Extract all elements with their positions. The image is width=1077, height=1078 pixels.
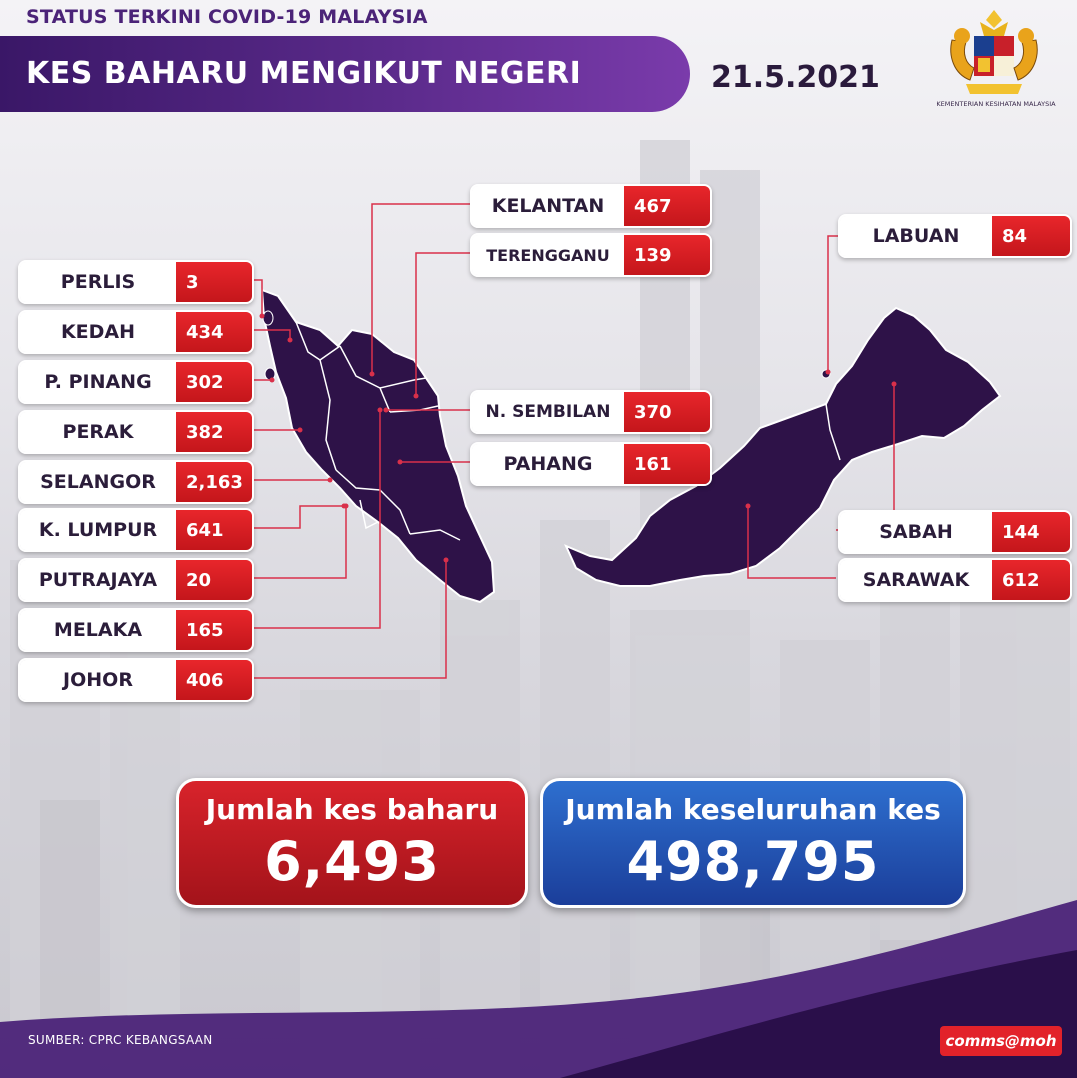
new-cases-total-box bbox=[176, 778, 528, 908]
state-name: N. SEMBILAN bbox=[472, 392, 624, 432]
state-case-count: 20 bbox=[176, 560, 252, 600]
new-cases-value: 6,493 bbox=[264, 830, 440, 893]
state-label-sabah bbox=[838, 510, 1072, 554]
cumulative-cases-total-box bbox=[540, 778, 966, 908]
state-label-terengganu bbox=[470, 233, 712, 277]
state-case-count: 144 bbox=[992, 512, 1070, 552]
state-name: PUTRAJAYA bbox=[20, 560, 176, 600]
state-label-sarawak bbox=[838, 558, 1072, 602]
state-case-count: 161 bbox=[624, 444, 710, 484]
state-label-perak bbox=[18, 410, 254, 454]
state-case-count: 406 bbox=[176, 660, 252, 700]
state-name: SELANGOR bbox=[20, 462, 176, 502]
report-date: 21.5.2021 bbox=[711, 60, 880, 95]
state-label-pahang bbox=[470, 442, 712, 486]
state-label-klumpur bbox=[18, 508, 254, 552]
state-case-count: 302 bbox=[176, 362, 252, 402]
cumulative-cases-label: Jumlah keseluruhan kes bbox=[565, 793, 941, 826]
header-subtitle: STATUS TERKINI COVID-19 MALAYSIA bbox=[26, 6, 428, 28]
ministry-name: KEMENTERIAN KESIHATAN MALAYSIA bbox=[936, 100, 1056, 108]
state-case-count: 2,163 bbox=[176, 462, 252, 502]
state-name: LABUAN bbox=[840, 216, 992, 256]
state-name: MELAKA bbox=[20, 610, 176, 650]
state-case-count: 84 bbox=[992, 216, 1070, 256]
state-name: PAHANG bbox=[472, 444, 624, 484]
state-label-melaka bbox=[18, 608, 254, 652]
state-case-count: 641 bbox=[176, 510, 252, 550]
cumulative-cases-value: 498,795 bbox=[626, 830, 880, 893]
state-case-count: 165 bbox=[176, 610, 252, 650]
state-case-count: 139 bbox=[624, 235, 710, 275]
comms-moh-badge: comms@moh bbox=[940, 1026, 1062, 1056]
state-case-count: 370 bbox=[624, 392, 710, 432]
state-name: SABAH bbox=[840, 512, 992, 552]
coat-of-arms-logo bbox=[940, 6, 1048, 104]
state-name: JOHOR bbox=[20, 660, 176, 700]
state-case-count: 467 bbox=[624, 186, 710, 226]
state-label-johor bbox=[18, 658, 254, 702]
state-name: TERENGGANU bbox=[472, 235, 624, 275]
state-label-labuan bbox=[838, 214, 1072, 258]
state-label-selangor bbox=[18, 460, 254, 504]
state-label-kelantan bbox=[470, 184, 712, 228]
state-name: PERLIS bbox=[20, 262, 176, 302]
state-label-pinang bbox=[18, 360, 254, 404]
state-name: KEDAH bbox=[20, 312, 176, 352]
state-name: PERAK bbox=[20, 412, 176, 452]
state-label-putrajaya bbox=[18, 558, 254, 602]
source-note: SUMBER: CPRC KEBANGSAAN bbox=[28, 1033, 213, 1047]
state-case-count: 382 bbox=[176, 412, 252, 452]
state-case-count: 434 bbox=[176, 312, 252, 352]
state-name: P. PINANG bbox=[20, 362, 176, 402]
page-title: KES BAHARU MENGIKUT NEGERI bbox=[26, 56, 582, 91]
state-label-nsembilan bbox=[470, 390, 712, 434]
state-name: KELANTAN bbox=[472, 186, 624, 226]
new-cases-label: Jumlah kes baharu bbox=[205, 793, 499, 826]
state-label-kedah bbox=[18, 310, 254, 354]
state-case-count: 612 bbox=[992, 560, 1070, 600]
state-label-perlis bbox=[18, 260, 254, 304]
state-case-count: 3 bbox=[176, 262, 252, 302]
state-name: K. LUMPUR bbox=[20, 510, 176, 550]
state-name: SARAWAK bbox=[840, 560, 992, 600]
